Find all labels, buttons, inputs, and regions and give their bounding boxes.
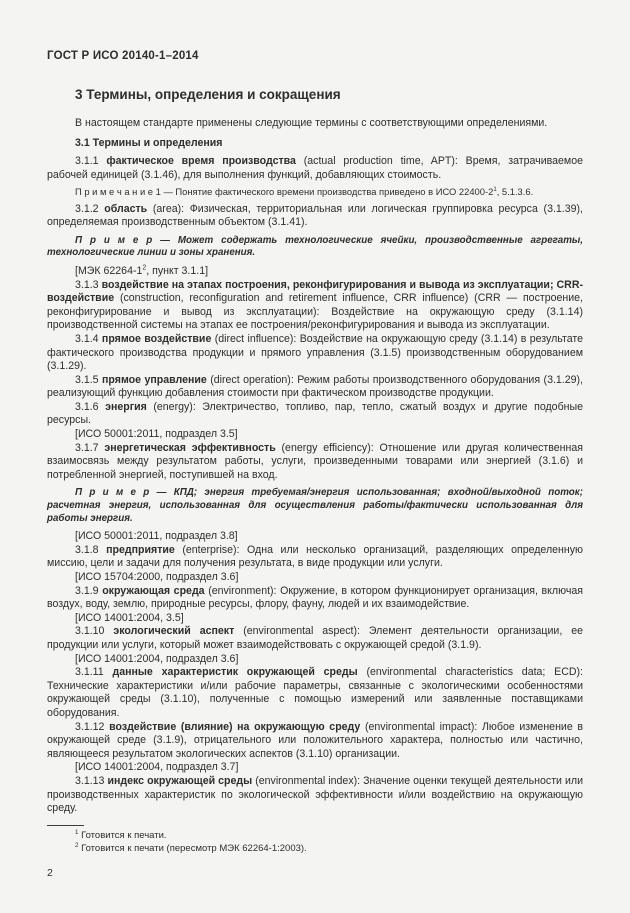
text-run: (environmental impact): Любое изменение в окружающей среде (3.1.9), отрицательного или положительного характера, полностью или частично, являющееся результатом экологических аспектов (3.1.10) организации. [47,720,583,760]
text-run: [МЭК 62264-1 [75,264,143,277]
term-bold-run: энергия [105,400,147,413]
text-run: 3 Термины, определения и сокращения [75,87,341,102]
term-3-1-11 [47,666,583,720]
term-3-1-12 [47,721,583,762]
text-run: 3.1.10 [75,625,114,638]
standard-code-header: ГОСТ Р ИСО 20140-1–2014 [47,50,199,62]
subsection-heading-3-1 [47,137,583,151]
text-run: (direct operation): Режим работы производственного оборудования (3.1.29), реализующий функцию добавления стоимости при фактическом производстве продукции. [47,373,583,400]
text-run: (energy): Электричество, топливо, пар, тепло, сжатый воздух и другие подобные ресурсы. [47,400,583,427]
text-run: 3.1.6 [75,400,106,413]
text-run: 3.1 Термины и определения [75,136,223,149]
ref-iso-14001-3-7 [47,761,583,775]
superscript: 2 [75,841,79,849]
text-run: 3.1.13 [75,774,108,787]
text-run: 3.1.8 [75,543,107,556]
term-bold-run: экологический аспект [113,625,235,638]
term-3-1-13 [47,775,583,816]
term-bold-run: индекс окружающей среды [107,774,253,787]
page-content [47,87,583,855]
text-run: П р и м е р — Может содержать технологические ячейки, производственные агрегаты, технологические линии и зоны хранения. [47,234,583,259]
text-run: 3.1.12 [75,720,110,733]
term-3-1-10 [47,625,583,652]
text-run: 3.1.5 [75,373,103,386]
text-run: 3.1.11 [75,666,113,679]
text-run: 3.1.9 [75,584,103,597]
text-run: [ИСО 50001:2011, подраздел 3.8] [75,530,238,543]
example-3-1-2 [47,235,583,260]
text-run: (environmental characteristics data; ECD): Технические характеристики и/или рабочие параметры, связанные с экологическими особенностями окружающей среды (3.1.10), полученные с помощью измерений или заявленные поставщиками оборудования. [47,666,583,719]
term-3-1-9 [47,585,583,612]
text-run: (construction, reconfiguration and retirement influence, CRR influence) (CRR — построение, реконфигурирование и вывод из эксплуатации): Воздействие на окружающую среду (3.1.14) производственной системы на этапах ее построения/реконфигурирования и вывода из эксплуатации. [47,292,583,332]
term-3-1-7 [47,442,583,483]
term-3-1-5 [47,374,583,401]
term-bold-run: фактическое время производства [106,155,296,168]
text-run: П р и м е р — КПД; энергия требуемая/энергия использованная; входной/выходной поток; расчетная энергия, использованная для осуществления работы/фактически использованная для работы энергия. [47,487,583,524]
ref-iso-50001-3-8 [47,530,583,544]
term-3-1-6 [47,401,583,428]
term-bold-run: прямое воздействие [101,332,212,345]
text-run: 3.1.4 [75,332,102,345]
text-run: Готовится к печати. [78,829,167,841]
text-run: , пункт 3.1.1] [146,264,209,277]
superscript: 1 [493,186,497,194]
term-3-1-3 [47,279,583,333]
text-run: В настоящем стандарте применены следующие термины с соответствующими определениями. [75,117,548,129]
term-3-1-4 [47,333,583,374]
term-bold-run: данные характеристик окружающей среды [112,666,358,679]
text-run: [ИСО 15704:2000, подраздел 3.6] [75,571,239,584]
superscript: 1 [75,828,79,836]
ref-iec-62264 [47,265,583,279]
text-run: (energy efficiency): Отношение или другая количественная взаимосвязь между результатом работы, услуги, произведенными товарами или энергией (3.1.6) и потребленной энергией, поступившей на вход. [47,441,583,481]
text-run: Готовится к печати (пересмотр МЭК 62264-1:2003). [78,842,307,854]
text-run: 3.1.7 [75,441,105,454]
text-run: 3.1.1 [75,155,107,168]
text-run: (environment): Окружение, в котором функционирует организация, включая воздух, воду, землю, природные ресурсы, флору, фауну, людей и их взаимодействие. [47,584,583,611]
text-run: [ИСО 14001:2004, подраздел 3.7] [75,761,239,774]
page-number: 2 [47,867,53,880]
text-run: (direct influence): Воздействие на окружающую среду (3.1.14) в результате фактического производства продукции и прямого управления (3.1.5) производственным оборудованием (3.1.29). [47,332,583,373]
term-3-1-8 [47,544,583,571]
example-3-1-7 [47,487,583,525]
term-3-1-1 [47,155,583,182]
text-run: [ИСО 14001:2004, подраздел 3.6] [75,652,239,665]
text-run: [ИСО 50001:2011, подраздел 3.5] [75,428,238,441]
ref-iso-50001-3-5 [47,428,583,442]
text-run: 3.1.2 [75,202,105,215]
footnote-2 [47,843,583,856]
footnote-rule [47,825,84,826]
term-3-1-2 [47,203,583,230]
text-run: (enterprise): Одна или несколько организаций, разделяющих определенную миссию, цели и задачи для получения результата, в виде продукции или услуги. [47,543,583,570]
ref-iso-15704 [47,571,583,585]
text-run: (actual production time, APT): Время, затрачиваемое рабочей единицей (3.1.46), для выполнения функций, добавляющих стоимость. [47,155,583,181]
text-run: 3.1.3 [75,278,102,291]
ref-iso-14001-3-5 [47,612,583,626]
intro-paragraph [47,117,583,131]
term-bold-run: энергетическая эффективность [104,441,276,454]
term-bold-run: воздействие (влияние) на окружающую среду [109,720,361,733]
note-1 [47,186,583,198]
text-run: (environmental index): Значение оценки текущей деятельности или производственных характеристик по экологической эффективности и/или воздействию на окружающую среду. [47,774,583,815]
text-run: [ИСО 14001:2004, 3.5] [75,611,184,624]
text-run: (environmental aspect): Элемент деятельности организации, ее продукции или услуги, который может взаимодействовать с окружающей средой (3.1.9). [47,625,584,651]
footnote-1 [47,830,583,843]
term-bold-run: окружающая среда [102,584,205,597]
term-bold-run: воздействие на этапах построения, реконфигурирования и вывода из эксплуатации; CRR-воздействие [47,278,583,305]
superscript: 2 [142,264,147,272]
text-run: (area): Физическая, территориальная или логическая группировка ресурса (3.1.39), определяемая производственным объектом (3.1.41). [47,202,583,229]
text-run: П р и м е ч а н и е 1 — Понятие фактического времени производства приведено в ИСО 22400-2 [75,186,494,198]
term-bold-run: прямое управление [102,373,207,386]
text-run: , 5.1.3.6. [496,186,534,198]
term-bold-run: область [104,202,148,215]
term-bold-run: предприятие [106,543,175,556]
ref-iso-14001-3-6 [47,653,583,667]
section-heading [47,87,583,102]
